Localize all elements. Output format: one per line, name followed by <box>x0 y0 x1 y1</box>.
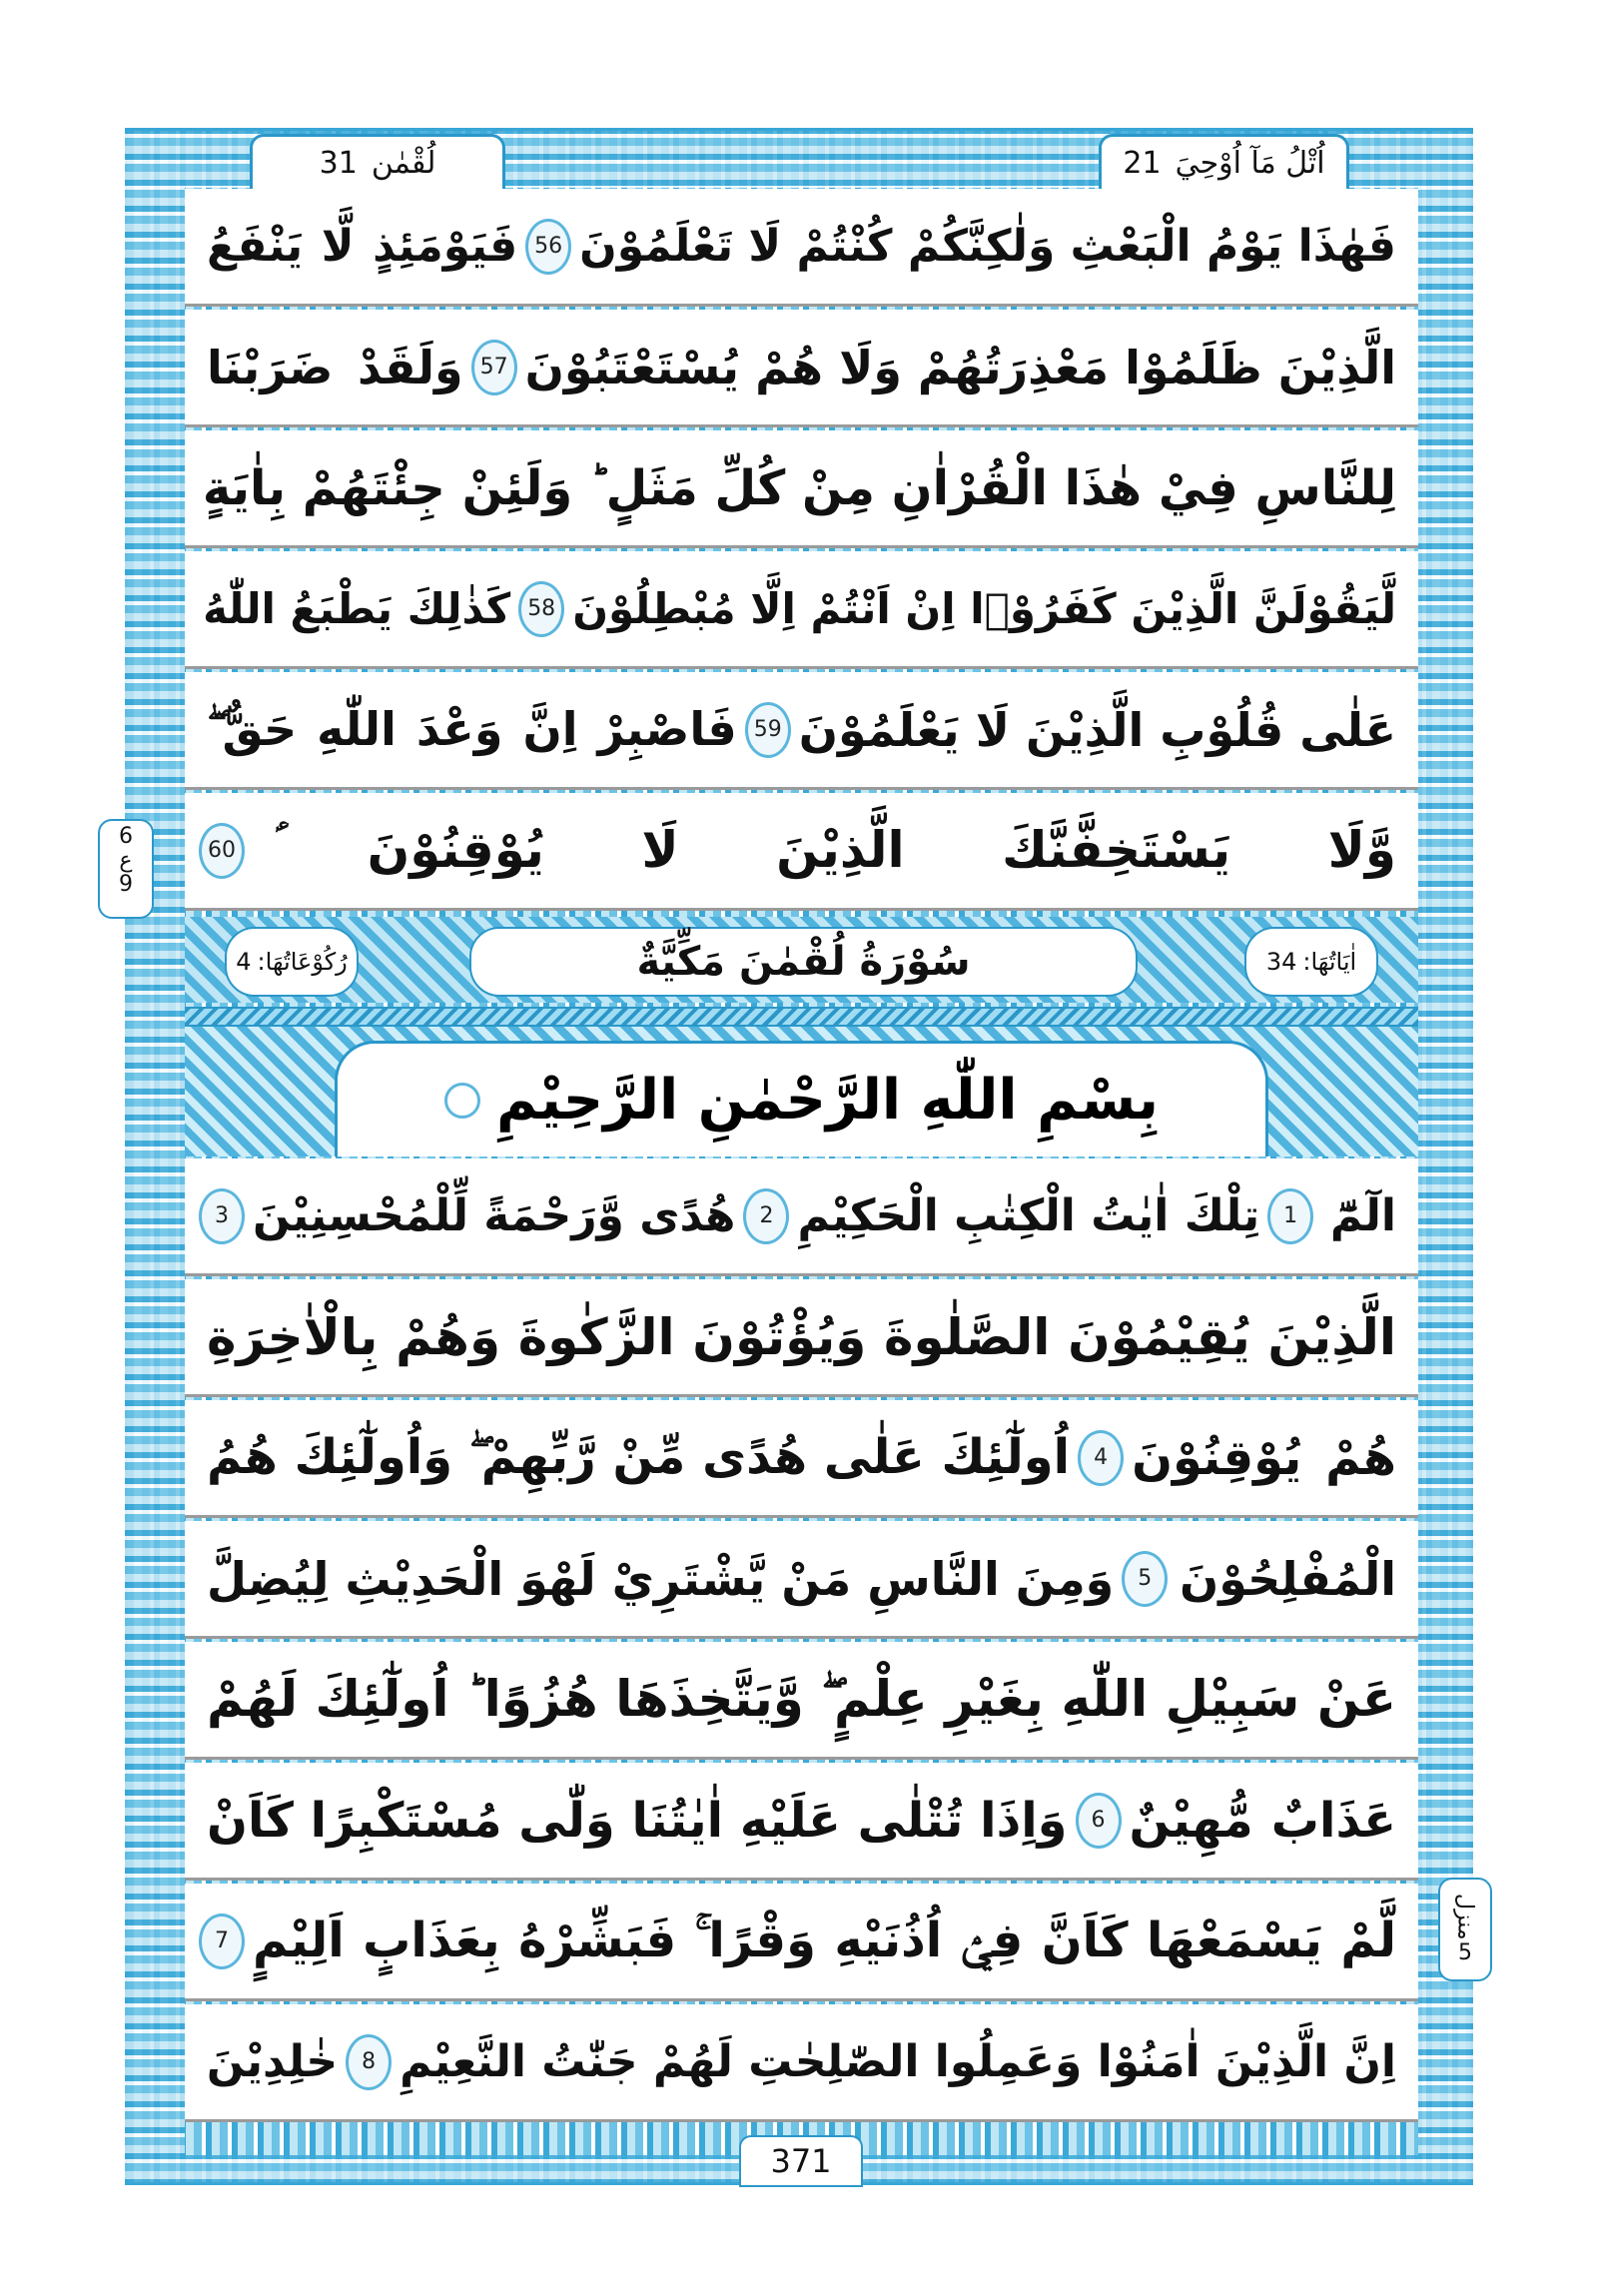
verse-line <box>185 430 1418 548</box>
ayah-number-marker: 4 <box>1078 1430 1124 1486</box>
juz-number: 21 <box>1123 145 1162 181</box>
juz-name: اُتْلُ مَآ اُوْحِيَ <box>1175 145 1325 181</box>
ayah-number-marker: 2 <box>743 1188 789 1244</box>
ayah-number-marker: 8 <box>346 2034 392 2090</box>
ayah-number-marker: 57 <box>471 340 517 395</box>
ruku-label: رُكُوْعَاتُهَا: <box>257 948 348 976</box>
verse-line <box>185 793 1418 911</box>
ayah-number-marker: 56 <box>525 219 571 275</box>
verse-text: هُمْ يُوْقِنُوْنَ <box>1132 1429 1396 1486</box>
ayah-number-marker: 7 <box>199 1913 245 1969</box>
ayah-number-marker: 59 <box>745 702 791 758</box>
surah-name-tab <box>250 134 505 189</box>
ayah-number-marker: 6 <box>1076 1793 1122 1849</box>
ayat-label: اٰيَاتُهَا: <box>1302 948 1357 976</box>
verse-text: وَمِنَ النَّاسِ مَنْ يَّشْتَرِيْ لَهْوَ الْحَدِيْثِ لِيُضِلَّ <box>207 1551 1115 1606</box>
ayat-count: 34 <box>1265 948 1297 976</box>
verse-text: فَاصْبِرْ اِنَّ وَعْدَ اللّٰهِ حَقٌّ ۖ <box>207 701 737 756</box>
surah-name: لُقْمٰن <box>371 145 436 181</box>
ruku-count-box <box>225 927 359 997</box>
ruku-marker <box>98 819 154 919</box>
verse-text: الَّذِيْنَ يُقِيْمُوْنَ الصَّلٰوةَ وَيُؤْتُوْنَ الزَّكٰوةَ وَهُمْ بِالْاٰخِرَةِ <box>207 1307 1396 1366</box>
verse-line <box>185 2004 1418 2122</box>
verse-line <box>185 1884 1418 2001</box>
ruku-symbol: ع <box>119 848 133 873</box>
surah-number: 31 <box>319 145 358 181</box>
verse-end-ring-icon <box>444 1083 480 1119</box>
verse-line <box>185 1158 1418 1276</box>
page-number: 371 <box>739 2135 863 2187</box>
manzil-number: 5 <box>1458 1939 1472 1965</box>
verse-line <box>185 310 1418 427</box>
manzil-marker <box>1438 1878 1492 1981</box>
ayah-number-marker: 60 <box>199 823 245 879</box>
verse-line <box>185 672 1418 790</box>
verse-line <box>185 1279 1418 1397</box>
verse-text: اِنَّ الَّذِيْنَ اٰمَنُوْا وَعَمِلُوا الصّٰلِحٰتِ لَهُمْ جَنّٰتُ النَّعِيْمِ <box>400 2036 1396 2087</box>
verse-text: وَاِذَا تُتْلٰى عَلَيْهِ اٰيٰتُنَا وَلّٰى مُسْتَكْبِرًا كَاَنْ <box>207 1792 1068 1849</box>
ruku-bottom: 9 <box>119 872 133 897</box>
verse-line <box>185 1521 1418 1639</box>
verse-line <box>185 551 1418 669</box>
surah-header <box>185 917 1418 1003</box>
ayah-number-marker: 5 <box>1122 1551 1168 1607</box>
surah-title: سُوْرَةُ لُقْمٰنَ مَكِّيَّةٌ <box>469 927 1138 997</box>
verse-text: الْمُفْلِحُوْنَ <box>1179 1551 1396 1606</box>
verse-text: لِلنَّاسِ فِيْ هٰذَا الْقُرْاٰنِ مِنْ كُلِّ مَثَلٍ ؕ وَلَئِنْ جِئْتَهُمْ بِاٰيَةٍ <box>202 459 1396 516</box>
verse-text: لَّمْ يَسْمَعْهَا كَاَنَّ فِيْۤ اُذُنَيْهِ وَقْرًا ۚ فَبَشِّرْهُ بِعَذَابٍ اَلِيْمٍ <box>253 1913 1396 1968</box>
verse-text: وَّلَا يَسْتَخِفَّنَّكَ الَّذِيْنَ لَا يُوْقِنُوْنَ ؑ <box>275 821 1396 879</box>
verse-text: تِلْكَ اٰيٰتُ الْكِتٰبِ الْحَكِيْمِ <box>797 1190 1260 1241</box>
verse-text: عَلٰى قُلُوْبِ الَّذِيْنَ لَا يَعْلَمُوْنَ <box>798 702 1396 757</box>
verse-line <box>185 1400 1418 1518</box>
verse-text: وَلَقَدْ ضَرَبْنَا <box>207 340 463 394</box>
verse-text: هُدًى وَّرَحْمَةً لِّلْمُحْسِنِيْنَ <box>253 1190 736 1241</box>
ruku-top: 6 <box>119 824 133 849</box>
verse-line <box>185 189 1418 307</box>
ayah-number-marker: 1 <box>1267 1188 1313 1244</box>
verse-text: لَّيَقُوْلَنَّ الَّذِيْنَ كَفَرُوْۤا اِنْ اَنْتُمْ اِلَّا مُبْطِلُوْنَ <box>572 584 1396 633</box>
manzil-label: منزل <box>1452 1894 1478 1940</box>
verse-text: فَيَوْمَئِذٍ لَّا يَنْفَعُ <box>207 221 518 272</box>
verse-text: عَذَابٌ مُّهِيْنٌ <box>1129 1792 1396 1849</box>
bismillah: بِسْمِ اللّٰهِ الرَّحْمٰنِ الرَّحِيْمِ <box>496 1068 1160 1133</box>
verse-text: الَّذِيْنَ ظَلَمُوْا مَعْذِرَتُهُمْ وَلَا هُمْ يُسْتَعْتَبُوْنَ <box>524 340 1396 394</box>
verse-text: خٰلِدِيْنَ <box>206 2036 339 2087</box>
ayah-number-marker: 3 <box>199 1188 245 1244</box>
verse-text: فَهٰذَا يَوْمُ الْبَعْثِ وَلٰكِنَّكُمْ كُنْتُمْ لَا تَعْلَمُوْنَ <box>579 221 1396 272</box>
verse-line <box>185 1763 1418 1881</box>
ayat-count-box <box>1244 927 1378 997</box>
verse-text: عَنْ سَبِيْلِ اللّٰهِ بِغَيْرِ عِلْمٍ ۖ وَّيَتَّخِذَهَا هُزُوًا ؕ اُولٰٓئِكَ لَهُمْ <box>207 1670 1396 1728</box>
ruku-count: 4 <box>236 948 252 976</box>
verse-text: اُولٰٓئِكَ عَلٰى هُدًى مِّنْ رَّبِّهِمْ ۖ وَاُولٰٓئِكَ هُمُ <box>207 1429 1071 1485</box>
bismillah-panel <box>185 1027 1418 1156</box>
juz-name-tab <box>1099 134 1349 189</box>
verse-line <box>185 1642 1418 1760</box>
verse-text: الٓمّٓ <box>1329 1190 1396 1241</box>
rope-divider <box>185 1007 1418 1027</box>
verse-text: كَذٰلِكَ يَطْبَعُ اللّٰهُ <box>203 584 511 633</box>
ayah-number-marker: 58 <box>518 581 564 637</box>
